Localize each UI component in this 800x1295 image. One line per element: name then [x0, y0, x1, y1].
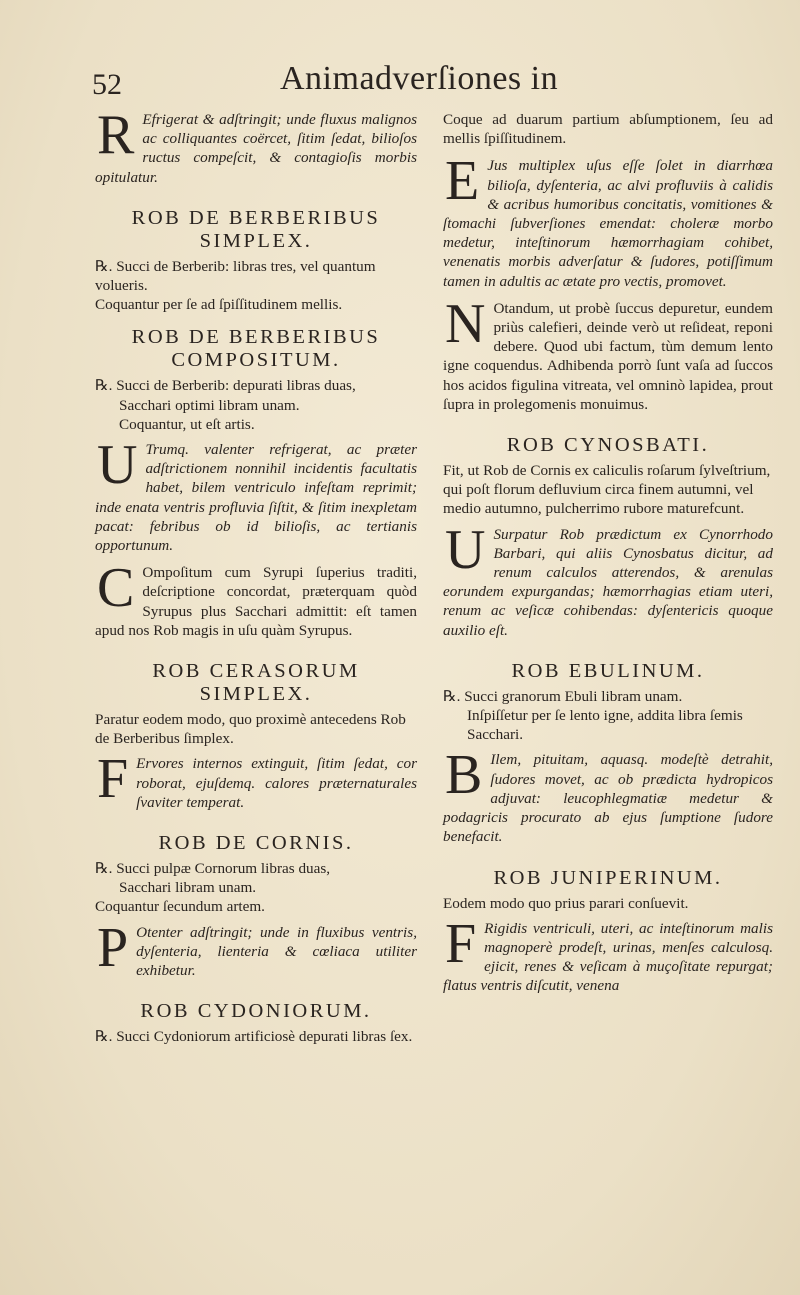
recipe-block: ℞. Succi de Berberib: depurati libras duas, Sacchari optimi libram unam. Coquantur, ut eſt artis.	[95, 377, 356, 433]
recipe-block: Eodem modo quo prius parari conſuevit.	[443, 894, 689, 912]
right-paragraph-1	[443, 150, 773, 290]
section-heading: ROB CYDONIORUM.	[140, 1000, 372, 1023]
drop-cap: E	[445, 150, 480, 213]
drop-cap: R	[97, 104, 135, 166]
drop-cap: C	[97, 557, 135, 620]
section-heading: ROB JUNIPERINUM.	[493, 866, 723, 889]
paragraph-text: Otandum, ut probè ſuccus depuretur, eundem priùs calefieri, deinde verò ut reſideat, reponi debere. Quod ubi factum, tùm demum lento igne coquendus. Adhibenda porrò ſunt vaſa ad ſuccos hos acidos figulina vitreata, vel omninò lapidea, prout ſupra in prolegomenis monuimus.	[443, 299, 773, 413]
page-number: 52	[92, 68, 122, 101]
drop-cap: N	[445, 292, 486, 355]
drop-cap: B	[445, 744, 483, 807]
paragraph-text: Trumq. valenter refrigerat, ac præter adſtrictionem nonnihil incidentis facultatis habet, bilem ventriculo infeſtam reprimit; inde enata ventris profluvia ſiſtit, & ſitim inexpletam pacat: febribus ob id bilioſis, ac tertianis opportunum.	[95, 441, 417, 555]
paragraph-text: Ompoſitum cum Syrupi ſuperius traditi, deſcriptione concordat, præterquam quòd Syrupus plus Sacchari admittit: eſt tamen apud nos Rob magis in uſu quàm Syrupus.	[95, 564, 417, 639]
recipe-block: ℞. Succi de Berberib: libras tres, vel quantum volueris. Coquantur per ſe ad ſpiſſitudinem mellis.	[95, 257, 376, 314]
paragraph-text: Jus multiplex uſus eſſe ſolet in diarrhœa bilioſa, dyſenteria, ac alvi profluviis à calidis & acribus humoribus concitatis, vomitiones & ſtomachi ſubverſiones emendat: choleræ morbo medetur, inteſtinorum hæmorrhagiam cohibet, venenatis morbis adverſatur & ſudores, potiſſimum tamen in adultis ac ætate pro vectis, promovet.	[443, 157, 773, 290]
paragraph-text: Otenter adſtringit; unde in fluxibus ventris, dyſenteria, lienteria & cœliaca utiliter exhibetur.	[136, 923, 417, 980]
left-paragraph-2	[95, 434, 417, 555]
right-paragraph-0: Coque ad duarum partium abſumptionem, ſeu ad mellis ſpiſſitudinem.	[443, 111, 773, 148]
paragraph-text: Rigidis ventriculi, uteri, ac inteſtinorum malis magnoperè prodeſt, urinas, menſes calculosq. ejicit, renes & veſicam à muçoſitate repurgat; flatus ventris diſcutit, venena	[443, 919, 773, 995]
left-paragraph-3	[95, 557, 417, 640]
drop-cap: U	[445, 518, 486, 581]
right-paragraph-5	[443, 912, 773, 996]
drop-cap: U	[97, 434, 138, 497]
section-heading: ROB DE BERBERIBUS COMPOSITUM.	[131, 326, 381, 372]
paragraph-text: Ervores internos extinguit, ſitim ſedat, cor roborat, ejuſdemq. calores præternaturales ſvaviter temperat.	[136, 755, 417, 811]
left-column	[95, 104, 417, 1053]
drop-cap: P	[97, 916, 129, 979]
right-paragraph-2	[443, 292, 773, 414]
section-heading: ROB CYNOSBATI.	[506, 434, 710, 457]
left-paragraph-5	[95, 916, 417, 981]
left-paragraph-1	[95, 104, 417, 187]
drop-cap: F	[97, 748, 129, 811]
running-title: Animadverſiones in	[280, 60, 559, 97]
paragraph-text: Surpatur Rob prædictum ex Cynorrhodo Barbari, qui aliis Cynosbatus dicitur, ad renum calculos atterendos, & arenulas eorundem expurgandas; hæmorrhagias etiam uteri, renum ac veſicæ cohibendas: dyſentericis quoque auxilio eſt.	[443, 525, 773, 639]
section-heading: ROB EBULINUM.	[511, 659, 705, 682]
recipe-block: ℞. Succi pulpæ Cornorum libras duas, Sacchari libram unam. Coquantur ſecundum artem.	[95, 860, 331, 916]
recipe-block: Paratur eodem modo, quo proximè antecedens Rob de Berberibus ſimplex.	[95, 711, 406, 748]
left-paragraph-4	[95, 748, 417, 812]
paragraph-text: Ilem, pituitam, aquasq. modeſtè detrahit, ſudores movet, ac ob prædicta hydropicos adjuvat: leucophlegmatiæ medetur & podagricis procurato ab ejus ſumptione ſudore benefacit.	[443, 751, 773, 846]
recipe-block: Fit, ut Rob de Cornis ex caliculis roſarum ſylveſtrium, qui poſt florum defluvium circa finem autumni, vel medio autumno, pulcherrimo rubore maturefcunt.	[443, 462, 771, 518]
recipe-block: ℞. Succi Cydoniorum artificiosè depurati libras ſex.	[95, 1028, 413, 1046]
right-column	[443, 110, 773, 1004]
section-heading: ROB DE CORNIS.	[158, 832, 354, 855]
recipe-block: ℞. Succi granorum Ebuli libram unam. Inſpiſſetur per ſe lento igne, addita libra ſemis Sacchari.	[443, 687, 743, 744]
section-heading: ROB CERASORUM SIMPLEX.	[152, 660, 360, 706]
right-paragraph-3	[443, 518, 773, 640]
paragraph-text: Efrigerat & adſtringit; unde fluxus malignos ac colliquantes coërcet, ſitim ſedat, bilioſos ructus compeſcit, & contagioſis morbis opitulatur.	[95, 111, 417, 186]
right-paragraph-4	[443, 744, 773, 846]
drop-cap: F	[445, 912, 477, 975]
section-heading: ROB DE BERBERIBUS SIMPLEX.	[131, 206, 381, 252]
